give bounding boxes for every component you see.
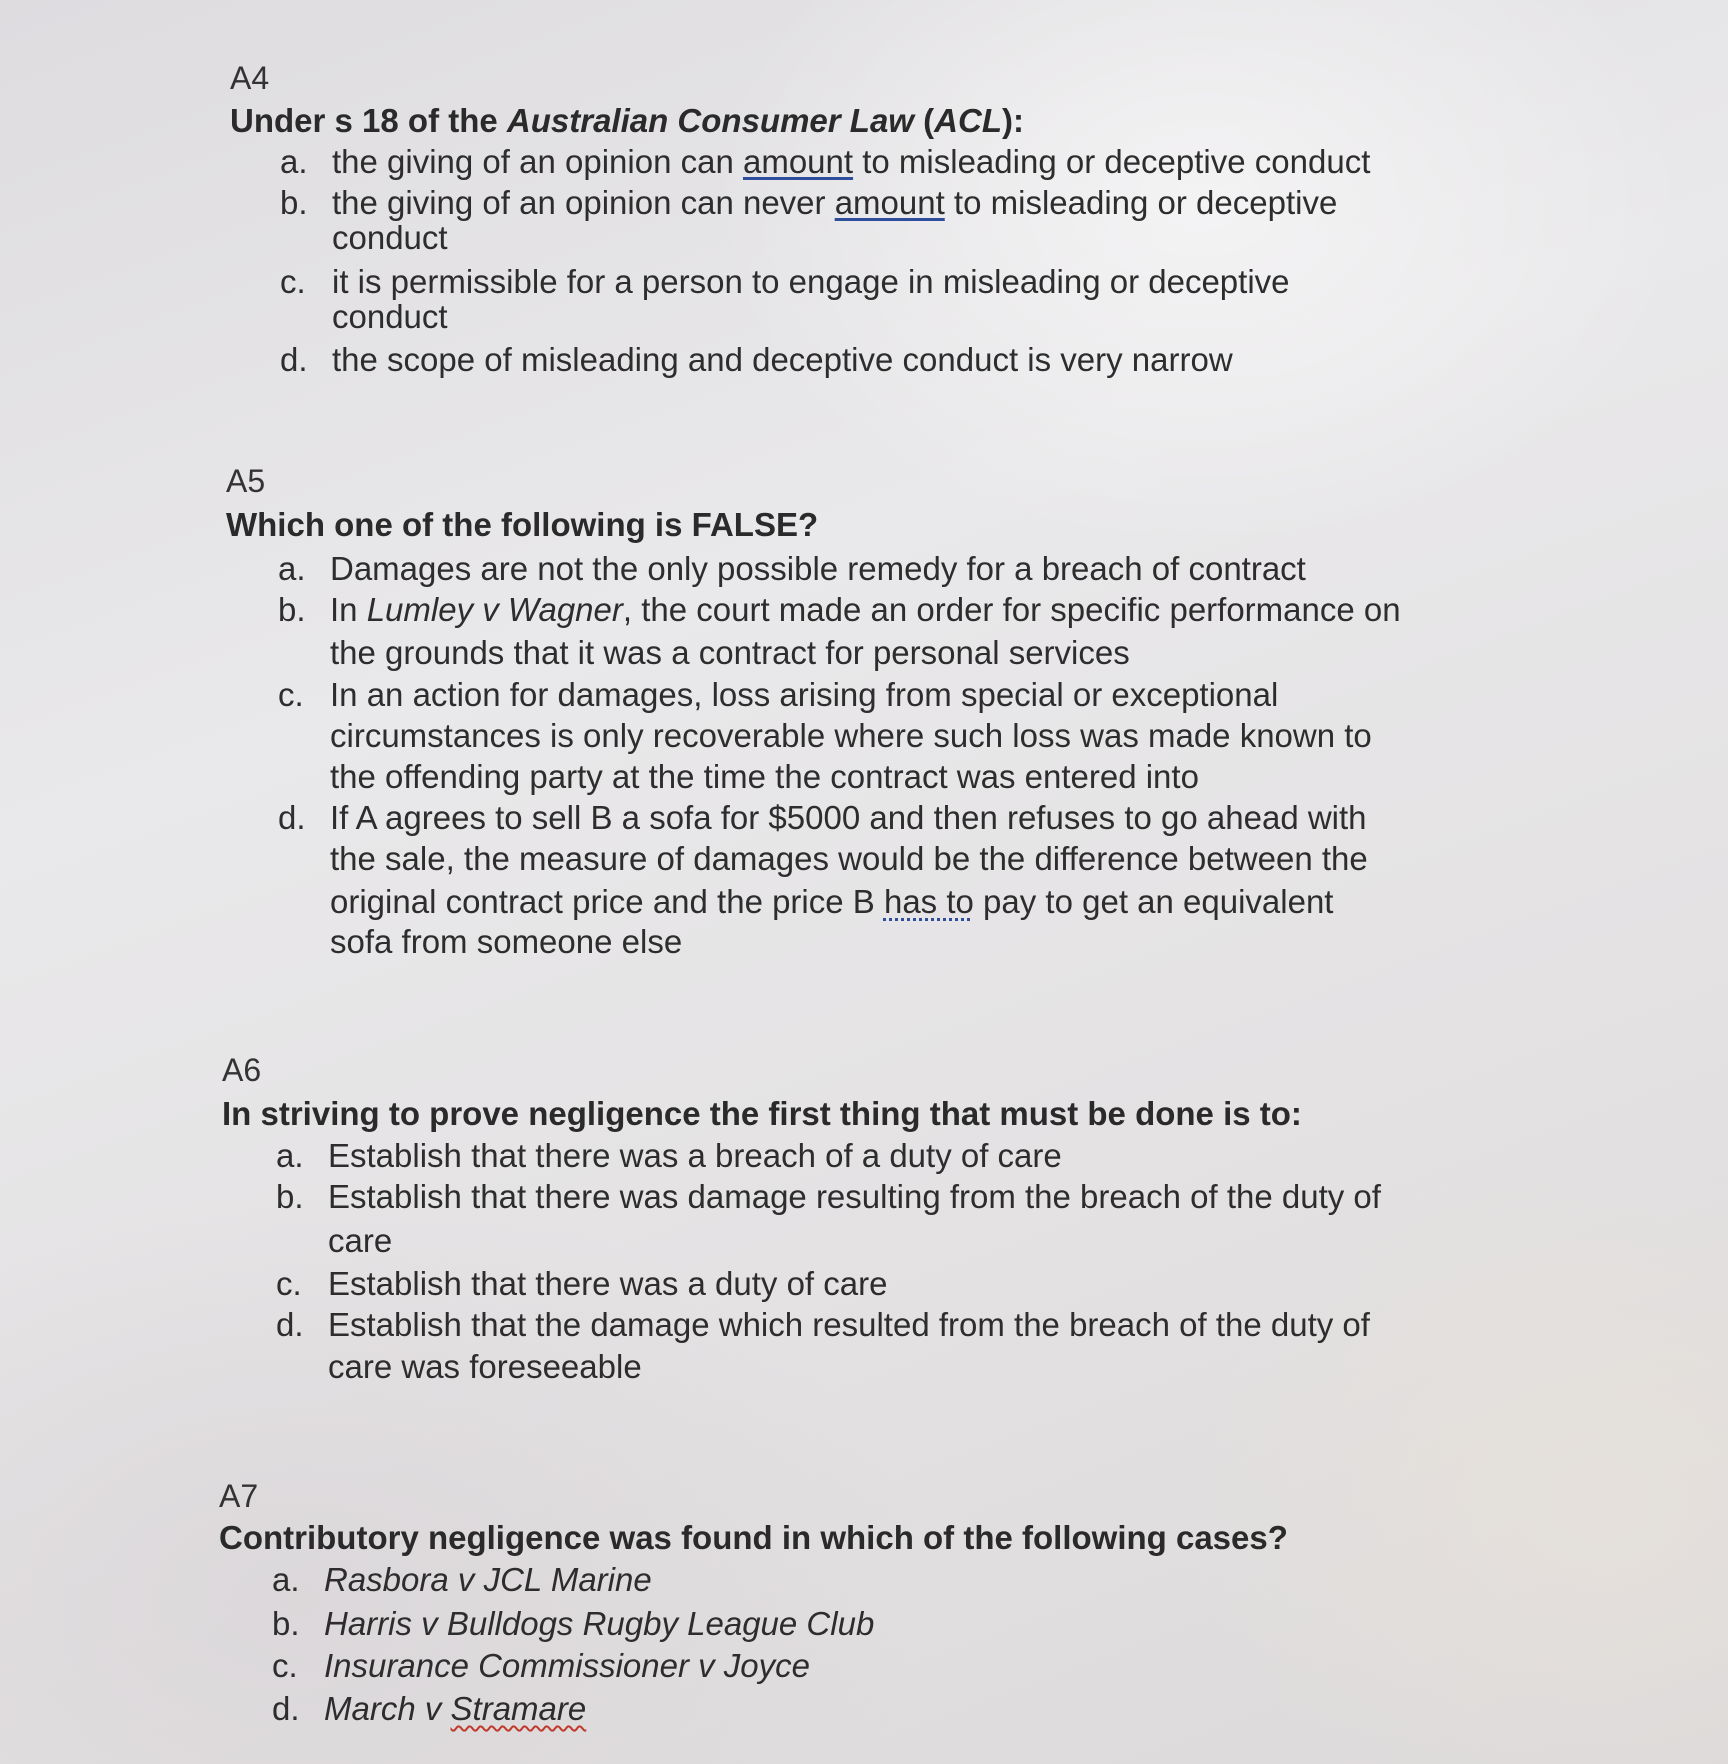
question-title: Which one of the following is FALSE? bbox=[226, 506, 819, 543]
option-text-line3: original contract price and the price B has to pay to get an equivalent bbox=[330, 883, 1334, 920]
option-letter: b. bbox=[278, 591, 306, 628]
option-text: March v Stramare bbox=[324, 1690, 587, 1727]
question-number: A6 bbox=[222, 1052, 262, 1088]
option-letter: d. bbox=[278, 799, 306, 836]
option-letter: c. bbox=[276, 1265, 302, 1302]
option-letter: d. bbox=[272, 1690, 300, 1727]
option-text-line2: care bbox=[328, 1222, 393, 1259]
option-text: In Lumley v Wagner, the court made an order for specific performance on bbox=[330, 591, 1401, 628]
option-text-line3: the offending party at the time the contract was entered into bbox=[330, 758, 1199, 795]
option-text-line2: the grounds that it was a contract for personal services bbox=[330, 634, 1130, 671]
question-number: A5 bbox=[226, 463, 266, 499]
option-text: Establish that there was a breach of a duty of care bbox=[328, 1137, 1062, 1174]
question-title: Contributory negligence was found in which of the following cases? bbox=[219, 1519, 1288, 1556]
option-letter: b. bbox=[276, 1178, 304, 1215]
option-text: Establish that the damage which resulted from the breach of the duty of bbox=[328, 1306, 1370, 1343]
option-text: If A agrees to sell B a sofa for $5000 and then refuses to go ahead with bbox=[330, 799, 1367, 836]
option-text: the giving of an opinion can never amount to misleading or deceptive bbox=[332, 184, 1338, 221]
option-letter: d. bbox=[280, 341, 308, 378]
option-letter: c. bbox=[278, 676, 304, 713]
option-text: Damages are not the only possible remedy for a breach of contract bbox=[330, 550, 1306, 587]
option-letter: a. bbox=[272, 1561, 300, 1598]
option-text-line2: conduct bbox=[332, 219, 448, 256]
option-letter: c. bbox=[272, 1647, 298, 1684]
option-letter: a. bbox=[278, 550, 306, 587]
option-text-line2: care was foreseeable bbox=[328, 1348, 642, 1385]
option-letter: b. bbox=[280, 184, 308, 221]
option-text: Harris v Bulldogs Rugby League Club bbox=[324, 1605, 875, 1642]
option-text: Establish that there was damage resulting from the breach of the duty of bbox=[328, 1178, 1381, 1215]
question-title: In striving to prove negligence the first thing that must be done is to: bbox=[222, 1095, 1302, 1132]
option-text: In an action for damages, loss arising from special or exceptional bbox=[330, 676, 1279, 713]
option-letter: b. bbox=[272, 1605, 300, 1642]
option-letter: d. bbox=[276, 1306, 304, 1343]
option-text: the scope of misleading and deceptive conduct is very narrow bbox=[332, 341, 1233, 378]
option-text: it is permissible for a person to engage in misleading or deceptive bbox=[332, 263, 1290, 300]
question-title: Under s 18 of the Australian Consumer Law (ACL): bbox=[230, 102, 1024, 139]
option-text-line4: sofa from someone else bbox=[330, 923, 683, 960]
option-letter: a. bbox=[276, 1137, 304, 1174]
option-letter: c. bbox=[280, 263, 306, 300]
question-number: A4 bbox=[230, 60, 270, 96]
option-text-line2: the sale, the measure of damages would be the difference between the bbox=[330, 840, 1368, 877]
option-text-line2: conduct bbox=[332, 298, 448, 335]
option-text: Rasbora v JCL Marine bbox=[324, 1561, 652, 1598]
option-text: the giving of an opinion can amount to misleading or deceptive conduct bbox=[332, 143, 1371, 180]
option-text-line2: circumstances is only recoverable where such loss was made known to bbox=[330, 717, 1372, 754]
option-text: Insurance Commissioner v Joyce bbox=[324, 1647, 811, 1684]
option-text: Establish that there was a duty of care bbox=[328, 1265, 888, 1302]
question-number: A7 bbox=[219, 1478, 259, 1514]
option-letter: a. bbox=[280, 143, 308, 180]
